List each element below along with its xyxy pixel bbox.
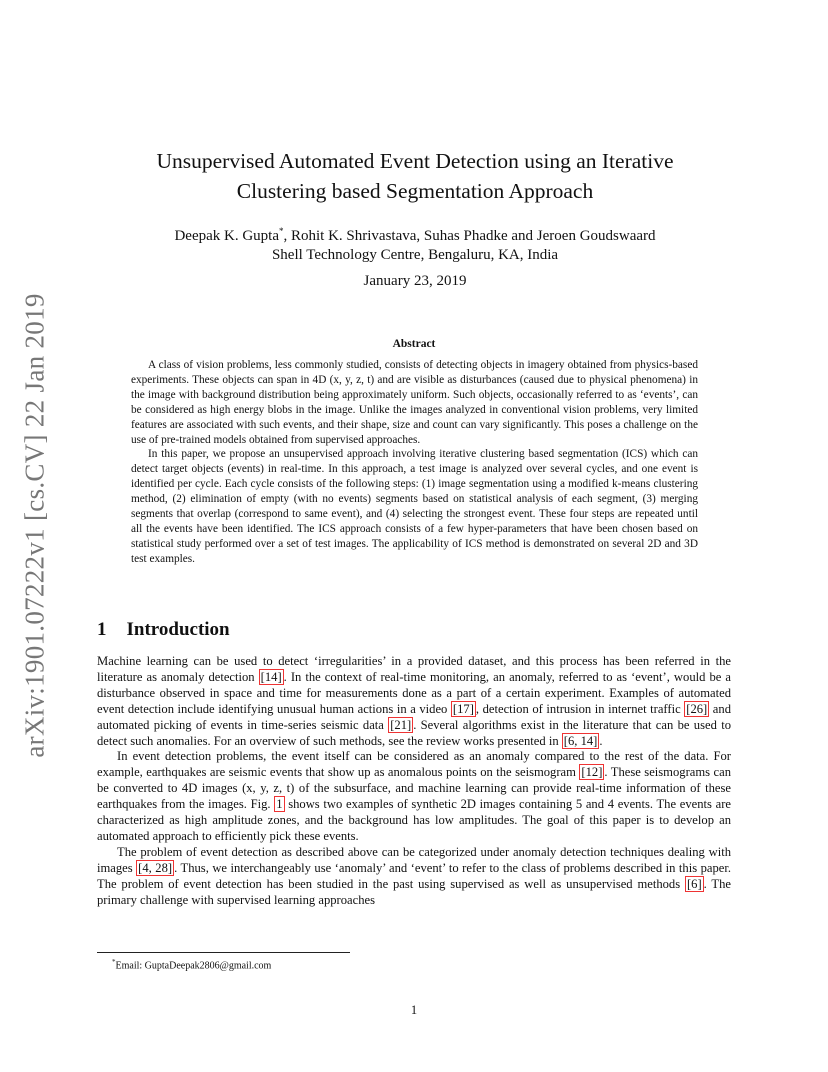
footnote-rule <box>97 952 350 953</box>
introduction-body <box>97 654 731 909</box>
author-list <box>100 222 730 246</box>
section-number: 1 <box>97 619 107 640</box>
text-run: . In the context of real-time monitoring, an anomaly, referred to as ‘event’, would be a disturbance observed in space and time for measurements done as a part of a certain experiment. Examples of automated event detection include identifying unusual human actions in a video <box>97 669 731 716</box>
paper-date: January 23, 2019 <box>363 273 467 289</box>
text-run: . These seismograms can be converted to 4D images (x, y, z, t) of the subsurface, and machine learning can provide real-time information of these earthquakes from the images. Fig. <box>97 765 731 812</box>
abstract-paragraph-1: A class of vision problems, less commonly studied, consists of detecting objects in imagery obtained from physics-based experiments. These objects can span in 4D (x, y, z, t) and are visible as disturbances (caused due to physical phenomena) in the image with background distribution being approximately uniform. Such objects, occasionally referred to as ‘events’, can be considered as high energy blobs in the image. Unlike the images analyzed in conventional vision problems, very limited features are associated with such events, and their shape, size and count can vary significantly. This poses a challenge on the use of pre-trained models obtained from supervised approaches. <box>131 359 698 446</box>
arxiv-identifier: arXiv:1901.07222v1 [cs.CV] 22 Jan 2019 <box>19 292 50 758</box>
abstract-paragraph-2: In this paper, we propose an unsupervised approach involving iterative clustering based segmentation (ICS) which can detect target objects (events) in real-time. In this approach, a test image is analyzed over several cycles, and one event is identified per cycle. Each cycle consists of the following steps: (1) image segmentation using a modified k-means clustering method, (2) elimination of empty (with no events) segments based on statistical analysis of each segment, (3) merging segments that overlap (correspond to same event), and (4) selecting the strongest event. These four steps are repeated until all the events have been identified. The ICS approach consists of a few hyper-parameters that have been chosen based on statistical study performed over a set of test images. The applicability of ICS method is demonstrated on several 2D and 3D test examples. <box>131 448 698 565</box>
section-heading <box>97 619 230 641</box>
text-run: and automated picking of events in time-series seismic data <box>97 701 731 732</box>
page-number: 1 <box>410 1003 418 1017</box>
citation-link[interactable]: [14] <box>260 669 282 684</box>
text-run: , detection of intrusion in internet traffic <box>475 701 685 716</box>
text-run: . The primary challenge with supervised learning approaches <box>97 876 731 907</box>
text-run: shows two examples of synthetic 2D images containing 5 and 4 events. The events are characterized as high amplitude zones, and the background has low amplitudes. The goal of this paper is to develop an automated approach to efficiently pick these events. <box>97 797 731 843</box>
section-title: Introduction <box>126 619 230 640</box>
first-author: Deepak K. Gupta <box>174 228 279 244</box>
citation-link[interactable]: [6, 14] <box>563 733 598 748</box>
other-authors: , Rohit K. Shrivastava, Suhas Phadke and Jeroen Goudswaard <box>283 228 656 244</box>
citation-link[interactable]: [26] <box>686 701 708 716</box>
citation-link[interactable]: [4, 28] <box>138 860 173 875</box>
title-line-2: Clustering based Segmentation Approach <box>236 179 594 203</box>
footnote-text: Email: GuptaDeepak2806@gmail.com <box>115 960 272 972</box>
text-run: . Thus, we interchangeably use ‘anomaly’ and ‘event’ to refer to the class of problems described in this paper. The problem of event detection has been studied in the past using supervised as well as unsupervised methods <box>97 860 732 891</box>
text-run: . <box>599 733 603 748</box>
paper-title <box>100 146 730 206</box>
title-line-1: Unsupervised Automated Event Detection using an Iterative <box>156 149 674 173</box>
abstract-heading: Abstract <box>392 338 436 350</box>
footnote <box>112 958 271 971</box>
citation-link[interactable]: [12] <box>581 765 603 780</box>
citation-link[interactable]: [6] <box>686 876 702 891</box>
abstract-body <box>131 358 698 567</box>
arxiv-identifier-margin <box>12 290 58 760</box>
intro-paragraph-3 <box>97 845 731 909</box>
text-run: Machine learning can be used to detect ‘irregularities’ in a provided dataset, and this process has been referred in the literature as anomaly detection <box>97 654 731 684</box>
intro-paragraph-2 <box>97 749 731 844</box>
text-run: The problem of event detection as described above can be categorized under anomaly detection techniques dealing with images <box>97 844 731 875</box>
author-block <box>100 222 730 265</box>
citation-link[interactable]: [21] <box>390 717 412 732</box>
author-footnote-mark[interactable]: * <box>279 226 284 236</box>
affiliation: Shell Technology Centre, Bengaluru, KA, India <box>271 247 559 263</box>
citation-link[interactable]: [17] <box>452 701 474 716</box>
text-run: . Several algorithms exist in the literature that can be used to detect such anomalies. For an overview of such methods, see the review works presented in <box>97 717 731 748</box>
intro-paragraph-1 <box>97 654 731 749</box>
figure-reference-link[interactable]: 1 <box>276 797 283 812</box>
footnote-mark: * <box>112 958 116 966</box>
text-run: In event detection problems, the event itself can be considered as an anomaly compared to the rest of the data. For example, earthquakes are seismic events that show up as anomalous points on the seismogram <box>97 749 731 780</box>
